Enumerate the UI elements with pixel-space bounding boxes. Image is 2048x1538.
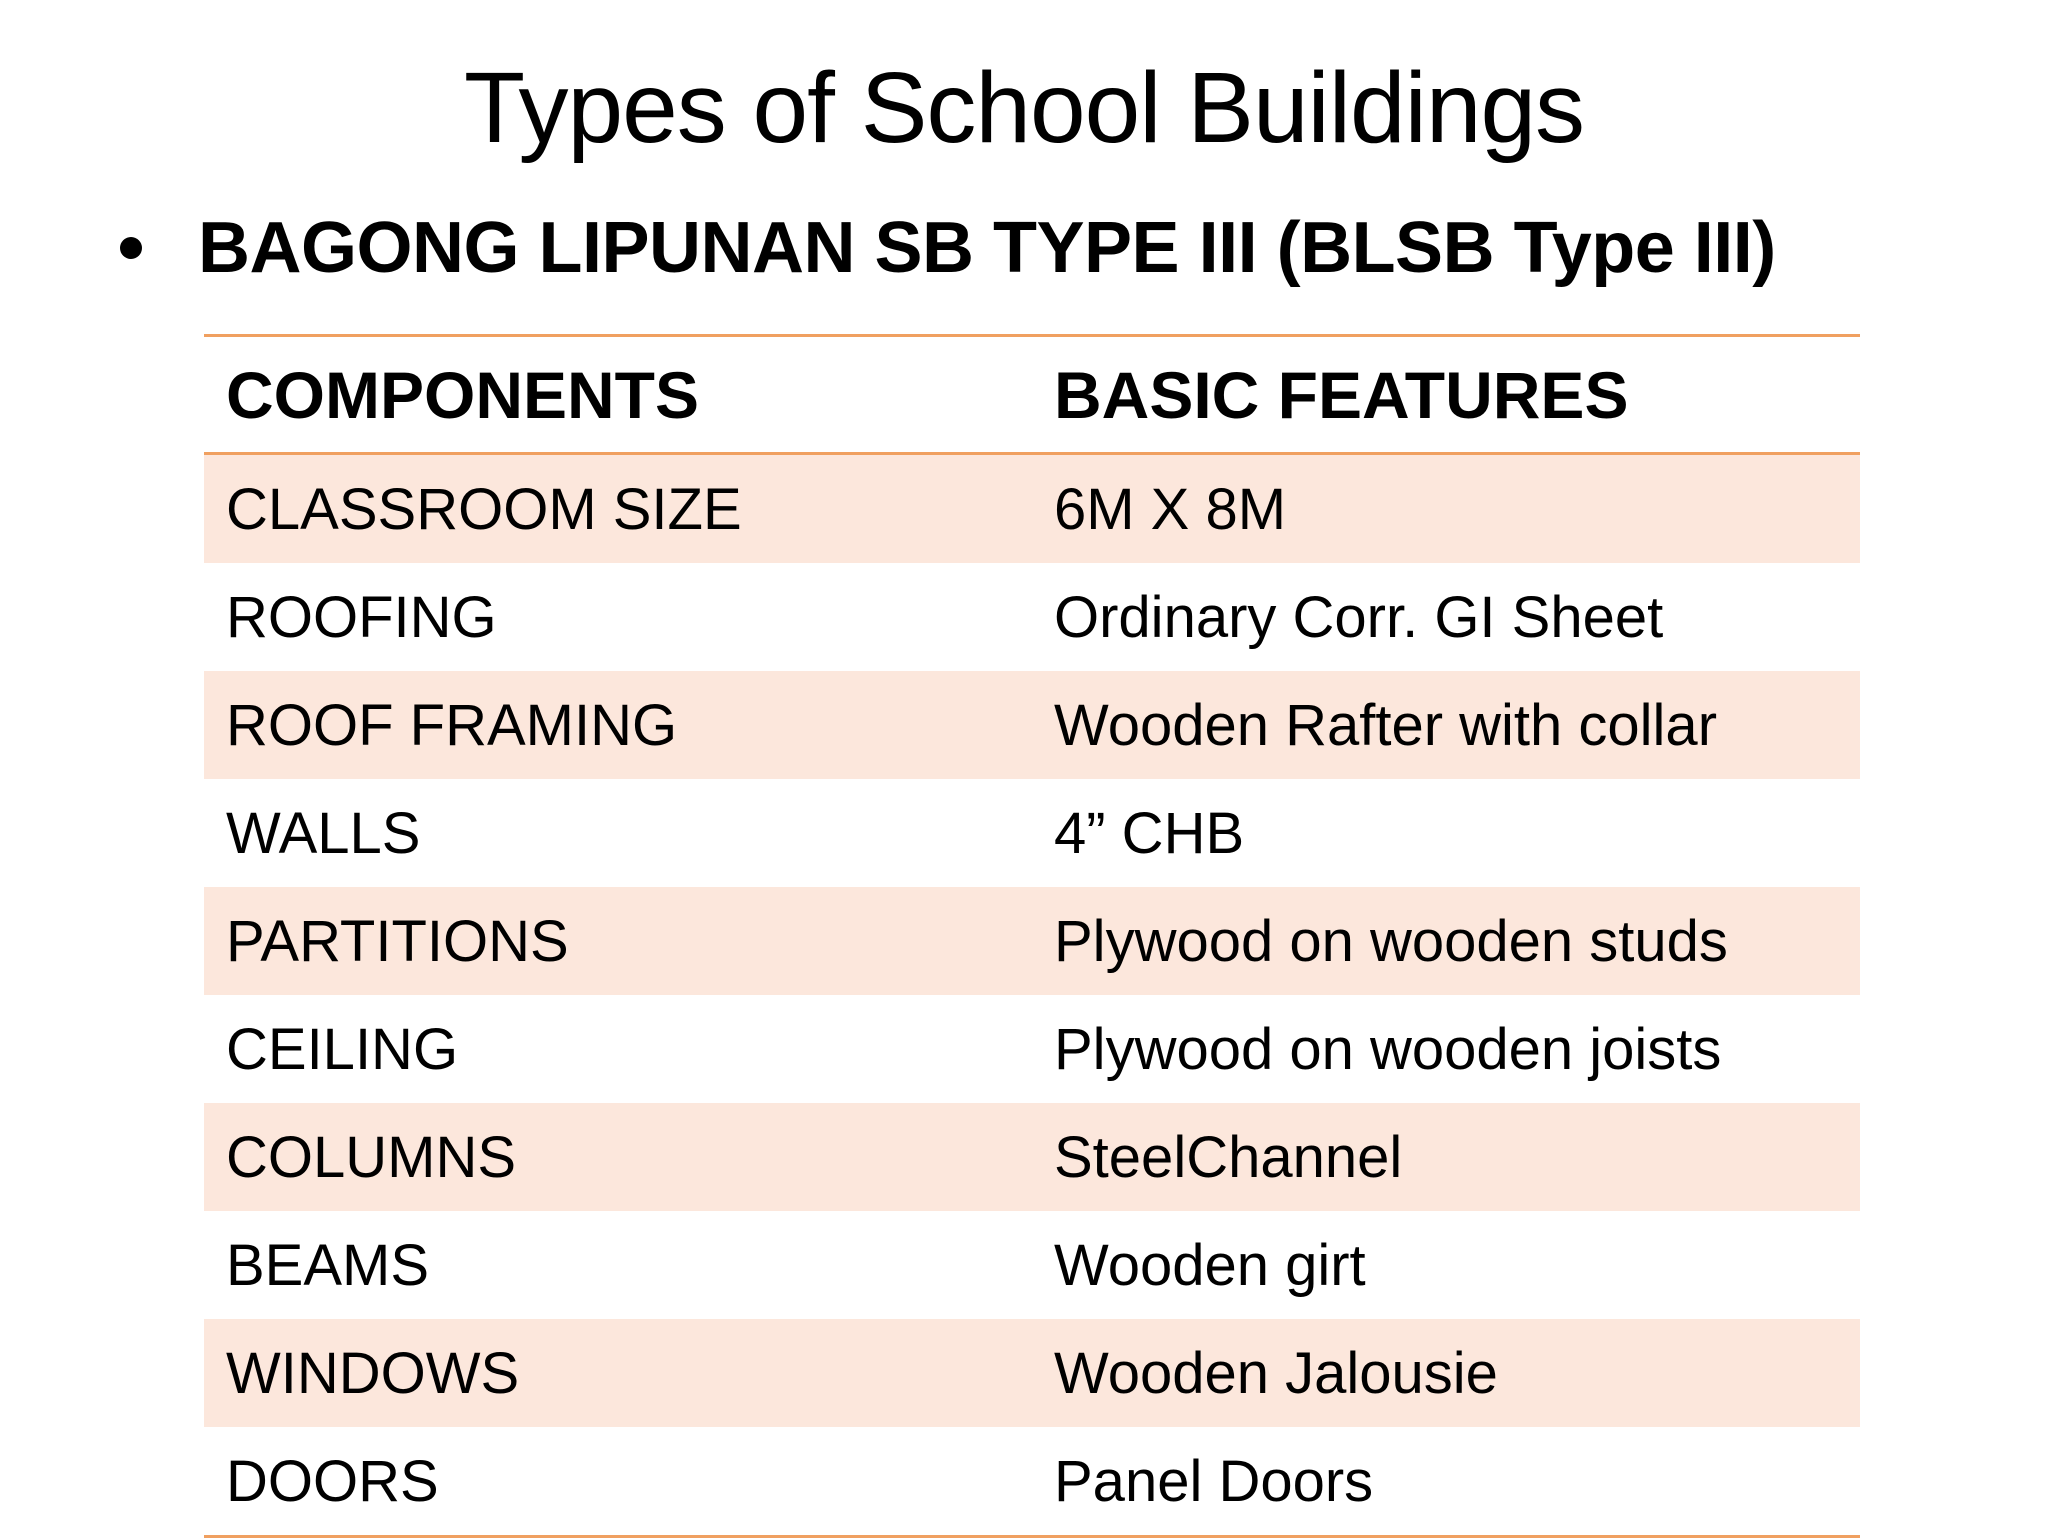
feature-cell: Panel Doors — [1054, 1448, 1374, 1514]
table-row — [204, 1211, 1860, 1319]
header-basic-features: BASIC FEATURES — [1054, 357, 1629, 432]
table-row — [204, 455, 1860, 563]
bullet-text: BAGONG LIPUNAN SB TYPE III (BLSB Type III) — [198, 208, 1776, 288]
component-cell: ROOF FRAMING — [226, 692, 678, 758]
table-row — [204, 779, 1860, 887]
component-cell: CLASSROOM SIZE — [226, 476, 742, 542]
feature-cell: Wooden girt — [1054, 1232, 1366, 1298]
component-cell: ROOFING — [226, 584, 497, 650]
bullet-item — [120, 200, 1776, 296]
header-components: COMPONENTS — [226, 357, 700, 432]
table-row — [204, 887, 1860, 995]
bullet-dot-icon — [120, 237, 142, 259]
component-cell: PARTITIONS — [226, 908, 569, 974]
table-row — [204, 1427, 1860, 1535]
table-row — [204, 671, 1860, 779]
component-cell: WINDOWS — [226, 1340, 520, 1406]
table-row — [204, 995, 1860, 1103]
feature-cell: Plywood on wooden studs — [1054, 908, 1728, 974]
feature-cell: Wooden Rafter with collar — [1054, 692, 1718, 758]
feature-cell: Wooden Jalousie — [1054, 1340, 1498, 1406]
table-row — [204, 1319, 1860, 1427]
table-header-row — [204, 337, 1860, 455]
component-cell: COLUMNS — [226, 1124, 517, 1190]
feature-cell: Plywood on wooden joists — [1054, 1016, 1722, 1082]
component-cell: BEAMS — [226, 1232, 430, 1298]
feature-cell: 6M X 8M — [1054, 476, 1287, 542]
table-row — [204, 1103, 1860, 1211]
component-cell: DOORS — [226, 1448, 439, 1514]
component-cell: CEILING — [226, 1016, 459, 1082]
table-row — [204, 563, 1860, 671]
component-cell: WALLS — [226, 800, 421, 866]
components-table — [204, 334, 1860, 1538]
feature-cell: 4” CHB — [1054, 800, 1245, 866]
feature-cell: Ordinary Corr. GI Sheet — [1054, 584, 1664, 650]
feature-cell: SteelChannel — [1054, 1124, 1403, 1190]
slide-title: Types of School Buildings — [463, 52, 1585, 164]
